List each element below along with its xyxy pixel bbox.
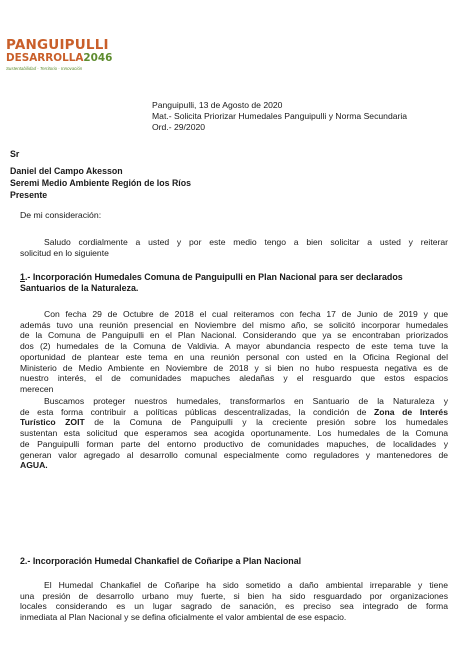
paragraph-line: de la Comuna de Panguipulli en el Plan Nacional. Considerando que ya se encontraban priorizados xyxy=(20,330,448,341)
intro-line: Saludo cordialmente a usted y por este medio tengo a bien solicitar a usted y reiterar xyxy=(44,237,448,247)
intro-paragraph xyxy=(20,237,448,258)
section-1-heading xyxy=(20,272,403,283)
paragraph-line: El Humedal Chankafiel de Coñaripe ha sido sometido a daño ambiental irreparable y tiene xyxy=(44,580,448,590)
section-1-heading-line-2: Santuarios de la Naturaleza. xyxy=(20,283,139,293)
section-1-paragraph-1 xyxy=(20,309,448,395)
paragraph-text: de esta forma contribuir a políticas públicas descentralizadas, la condición de xyxy=(20,406,367,417)
paragraph-line: nuestro interés, el de comunidades mapuches aledañas y el resguardo que estos espacios xyxy=(20,373,448,384)
zoit-emphasis-2: Turístico ZOIT xyxy=(20,417,85,428)
paragraph-line: Buscamos proteger nuestros humedales, transformarlos en Santuario de la Naturaleza y xyxy=(44,396,448,406)
place-date: Panguipulli, 13 de Agosto de 2020 xyxy=(152,100,283,110)
section-1-heading-text: .- Incorporación Humedales Comuna de Panguipulli en Plan Nacional para ser declarados xyxy=(24,272,403,282)
logo-tagline: Sustentabilidad · Territorio · Innovación xyxy=(6,66,83,71)
agua-emphasis: AGUA. xyxy=(20,460,48,471)
paragraph-line: Con fecha 29 de Octubre de 2018 el cual reiteramos con fecha 17 de Junio de 2019 y que xyxy=(44,309,448,319)
paragraph-line: sustentan esta solicitud que esperamos sea acogida oportunamente. Los humedales de la Comuna xyxy=(20,428,448,439)
paragraph-line: además tuvo una reunión presencial en Noviembre del mismo año, se solicitó incorporar humedales xyxy=(20,319,448,330)
paragraph-line xyxy=(20,417,448,428)
zoit-emphasis-1: Zona de Interés xyxy=(374,406,448,417)
paragraph-line xyxy=(20,407,448,418)
paragraph-line: de Panguipulli forman parte del entorno productivo de comunidades mapuches, de localidades y xyxy=(20,438,448,449)
paragraph-line xyxy=(20,460,448,471)
logo-line-1: PANGUIPULLI xyxy=(6,37,109,53)
section-1-number: 1 xyxy=(20,272,25,282)
paragraph-line: generan valor agregado al desarrollo comunal especialmente como reguladores y mantenedores de xyxy=(20,449,448,460)
panguipulli-desarrolla-logo xyxy=(6,38,116,72)
paragraph-line: merecen xyxy=(20,383,54,394)
section-1-paragraph-2 xyxy=(20,396,448,471)
paragraph-line: Ministerio de Medio Ambiente en Noviembre de 2018 y si bien no hubo respuesta negativa es de xyxy=(20,362,448,373)
section-2-heading: 2.- Incorporación Humedal Chankafiel de Coñaripe a Plan Nacional xyxy=(20,556,302,566)
ord-number: Ord.- 29/2020 xyxy=(152,122,206,132)
paragraph-line: oportunidad de plantear este tema en una reunión personal con usted en la Oficina Regional del xyxy=(20,351,448,362)
section-2-paragraph xyxy=(20,580,448,623)
paragraph-line: dos (2) humedales de la Comuna de Valdivia. A mayor abundancia respecto de este tema tuve la xyxy=(20,341,448,352)
paragraph-text: de la Comuna de Panguipulli y la creciente presión sobre los humedales xyxy=(84,417,448,428)
recipient-name: Daniel del Campo Akesson xyxy=(10,166,123,176)
paragraph-line: inmediata al Plan Nacional y se defina oficialmente el valor ambiental de ese espacio. xyxy=(20,612,347,623)
greeting: De mi consideración: xyxy=(20,210,102,220)
salutation: Sr xyxy=(10,149,20,159)
paragraph-line: locales considerando es un lugar sagrado de sanación, es preciso sea integrado de forma xyxy=(20,601,448,612)
logo-year: 2046 xyxy=(83,52,113,64)
recipient-presente: Presente xyxy=(10,190,48,200)
paragraph-line: una presión de desarrollo urbano muy fuerte, si bien ha sido resguardado por organizaciones xyxy=(20,590,448,601)
logo-line-2 xyxy=(6,52,116,64)
logo-line-2-word: DESARROLLA xyxy=(6,52,84,64)
subject-line: Mat.- Solicita Priorizar Humedales Panguipulli y Norma Secundaria xyxy=(152,111,408,121)
intro-line: solicitud en lo siguiente xyxy=(20,247,109,258)
recipient-title: Seremi Medio Ambiente Región de los Ríos xyxy=(10,178,192,188)
